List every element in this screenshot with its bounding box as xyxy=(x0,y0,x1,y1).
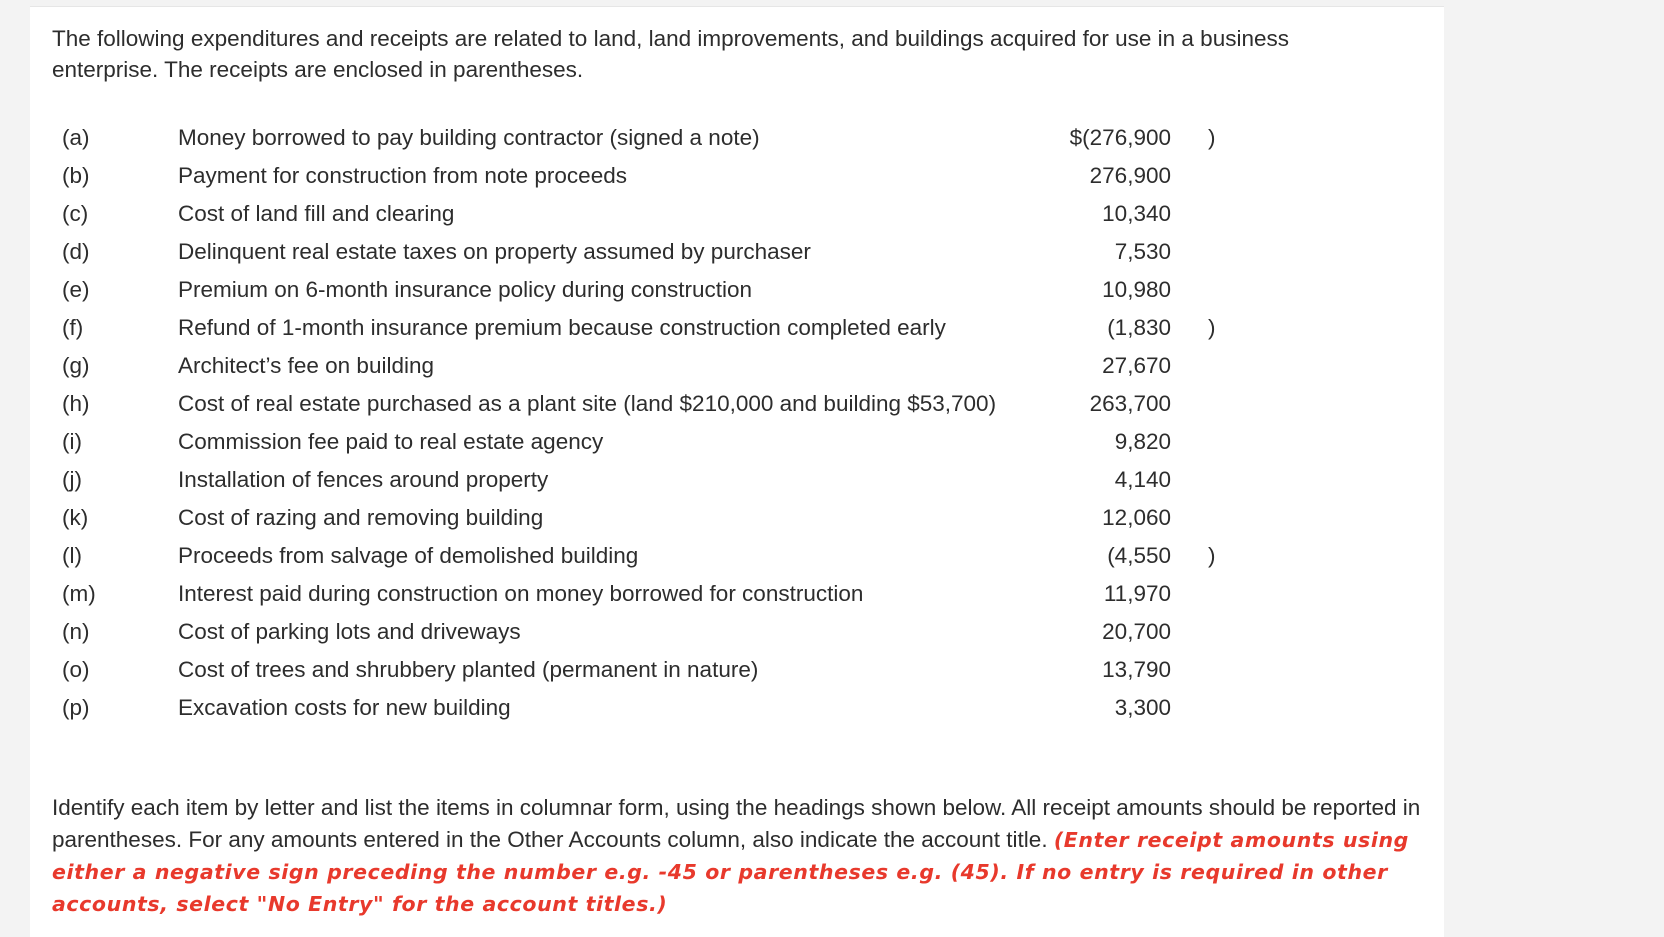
item-letter: (g) xyxy=(62,353,90,378)
item-amount: 7,530 xyxy=(1114,239,1171,264)
item-description: Payment for construction from note proceeds xyxy=(178,163,627,188)
item-description: Excavation costs for new building xyxy=(178,695,511,720)
item-description: Cost of real estate purchased as a plant site (land $210,000 and building $53,700) xyxy=(178,391,997,416)
list-item xyxy=(62,651,1262,689)
item-close-paren: ) xyxy=(1208,543,1216,568)
item-letter: (d) xyxy=(62,239,90,264)
list-item xyxy=(62,689,1262,727)
list-item xyxy=(62,347,1262,385)
item-letter: (l) xyxy=(62,543,82,568)
item-amount: 20,700 xyxy=(1102,619,1171,644)
item-letter: (f) xyxy=(62,315,84,340)
item-letter: (j) xyxy=(62,467,82,492)
list-item xyxy=(62,499,1262,537)
item-amount: 11,970 xyxy=(1103,581,1171,606)
item-letter: (o) xyxy=(62,657,90,682)
item-description: Refund of 1-month insurance premium because construction completed early xyxy=(178,315,946,340)
item-letter: (n) xyxy=(62,619,90,644)
item-letter: (h) xyxy=(62,391,90,416)
item-description: Proceeds from salvage of demolished building xyxy=(178,543,639,568)
item-amount: 10,980 xyxy=(1102,277,1171,302)
item-description: Cost of land fill and clearing xyxy=(178,201,455,226)
item-description: Commission fee paid to real estate agency xyxy=(178,429,604,454)
item-amount: 4,140 xyxy=(1114,467,1171,492)
item-amount: 9,820 xyxy=(1114,429,1171,454)
item-description: Cost of razing and removing building xyxy=(178,505,544,530)
list-item xyxy=(62,575,1262,613)
list-item xyxy=(62,119,1262,157)
item-description: Money borrowed to pay building contractor (signed a note) xyxy=(178,125,760,150)
item-description: Installation of fences around property xyxy=(178,467,549,492)
intro-text: The following expenditures and receipts are related to land, land improvements, and buildings acquired for use in a business enterprise. The receipts are enclosed in parentheses. xyxy=(52,26,1289,82)
item-description: Delinquent real estate taxes on property assumed by purchaser xyxy=(178,239,811,264)
item-description: Premium on 6-month insurance policy during construction xyxy=(178,277,753,302)
instructions xyxy=(52,792,1422,920)
list-item xyxy=(62,385,1262,423)
item-letter: (m) xyxy=(62,581,96,606)
item-amount: 10,340 xyxy=(1102,201,1171,226)
item-letter: (b) xyxy=(62,163,90,188)
item-amount: (4,550 xyxy=(1107,543,1171,568)
problem-panel xyxy=(30,6,1444,937)
list-item xyxy=(62,423,1262,461)
item-letter: (a) xyxy=(62,125,90,150)
list-item xyxy=(62,157,1262,195)
item-letter: (p) xyxy=(62,695,90,720)
list-item xyxy=(62,461,1262,499)
item-amount: 263,700 xyxy=(1089,391,1171,416)
item-letter: (k) xyxy=(62,505,89,530)
item-description: Cost of parking lots and driveways xyxy=(178,619,521,644)
item-amount: 12,060 xyxy=(1102,505,1171,530)
item-amount: $(276,900 xyxy=(1069,125,1171,150)
list-item xyxy=(62,271,1262,309)
list-item xyxy=(62,537,1262,575)
item-amount: (1,830 xyxy=(1107,315,1171,340)
instructions-text: Identify each item by letter and list the items in columnar form, using the headings shown below. All receipt amounts should be reported in parentheses. For any amounts entered in the Other Accounts column, also indicate the account title. xyxy=(52,795,1421,852)
item-close-paren: ) xyxy=(1208,125,1216,150)
instructions-emphasis: (Enter receipt amounts using either a negative sign preceding the number e.g. -45 or parentheses e.g. (45). If no entry is required in other accounts, select "No Entry" for the account titles.) xyxy=(52,828,1409,916)
item-description: Interest paid during construction on money borrowed for construction xyxy=(178,581,864,606)
item-description: Architect’s fee on building xyxy=(178,353,434,378)
item-description: Cost of trees and shrubbery planted (permanent in nature) xyxy=(178,657,759,682)
list-item xyxy=(62,233,1262,271)
list-item xyxy=(62,613,1262,651)
items-list xyxy=(62,119,1262,727)
item-close-paren: ) xyxy=(1208,315,1216,340)
item-amount: 276,900 xyxy=(1089,163,1171,188)
item-amount: 27,670 xyxy=(1102,353,1171,378)
item-letter: (c) xyxy=(62,201,89,226)
item-amount: 3,300 xyxy=(1114,695,1171,720)
list-item xyxy=(62,309,1262,347)
item-letter: (i) xyxy=(62,429,82,454)
item-letter: (e) xyxy=(62,277,90,302)
list-item xyxy=(62,195,1262,233)
item-amount: 13,790 xyxy=(1102,657,1171,682)
